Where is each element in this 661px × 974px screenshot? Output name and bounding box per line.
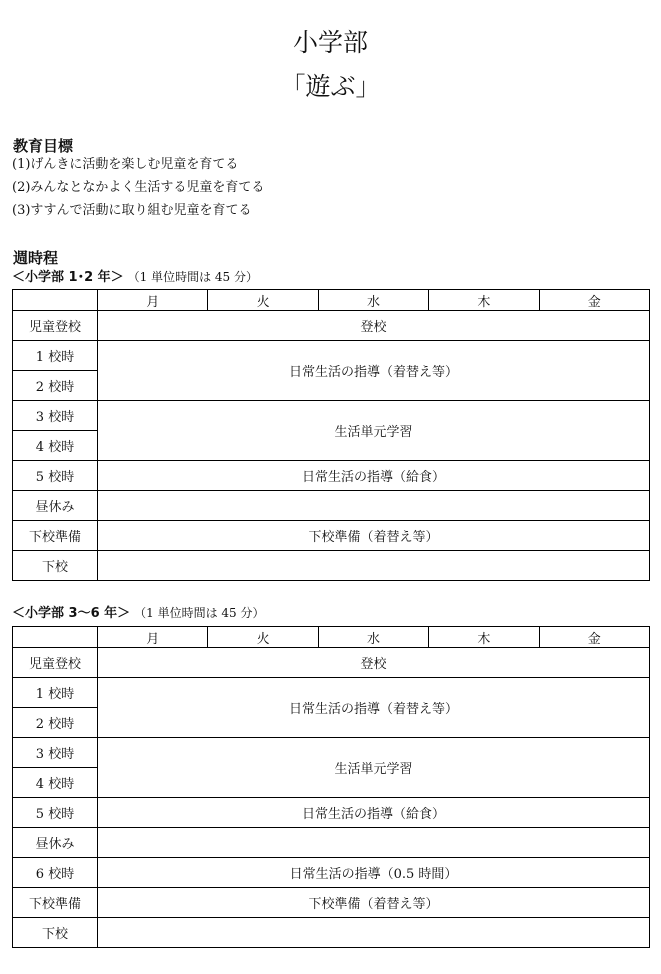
- period-label: 児童登校: [13, 311, 98, 341]
- page-title: 小学部: [292, 28, 368, 57]
- corner-cell: [13, 627, 98, 648]
- page-subtitle: 「遊ぶ」: [280, 72, 381, 101]
- schedule-table-upper: [12, 626, 650, 948]
- table-row: [13, 888, 650, 918]
- table-row: [13, 798, 650, 828]
- period-label: 5 校時: [13, 461, 98, 491]
- table-row: [13, 401, 650, 431]
- schedule-table-lower: [12, 289, 650, 581]
- period-content: 登校: [98, 311, 650, 341]
- period-label: 下校: [13, 918, 98, 948]
- day-header: 火: [208, 290, 318, 311]
- day-header: 木: [429, 627, 539, 648]
- day-header: 水: [318, 627, 428, 648]
- period-label: 1 校時: [13, 678, 98, 708]
- table-row: [13, 738, 650, 768]
- period-label: 3 校時: [13, 738, 98, 768]
- table-row: [13, 461, 650, 491]
- table-row: [13, 311, 650, 341]
- period-content: 日常生活の指導（給食）: [98, 798, 650, 828]
- period-label: 昼休み: [13, 828, 98, 858]
- day-header: 金: [539, 290, 649, 311]
- period-label: 児童登校: [13, 648, 98, 678]
- period-content: 日常生活の指導（0.5 時間）: [98, 858, 650, 888]
- table-row: [13, 491, 650, 521]
- period-content: 日常生活の指導（給食）: [98, 461, 650, 491]
- table-caption: [12, 604, 265, 623]
- period-label: 2 校時: [13, 371, 98, 401]
- day-header: 木: [429, 290, 539, 311]
- period-content: 日常生活の指導（着替え等）: [98, 678, 650, 738]
- period-content: [98, 491, 650, 521]
- day-header: 火: [208, 627, 318, 648]
- period-label: 3 校時: [13, 401, 98, 431]
- period-label: 昼休み: [13, 491, 98, 521]
- period-label: 2 校時: [13, 708, 98, 738]
- table-header-row: [13, 290, 650, 311]
- period-label: 下校準備: [13, 521, 98, 551]
- period-content: 生活単元学習: [98, 738, 650, 798]
- period-content: [98, 918, 650, 948]
- goal-item: (2)みんなとなかよく生活する児童を育てる: [12, 180, 265, 195]
- day-header: 月: [98, 627, 208, 648]
- table-row: [13, 828, 650, 858]
- period-content: 登校: [98, 648, 650, 678]
- period-content: [98, 551, 650, 581]
- period-label: 下校: [13, 551, 98, 581]
- table-row: [13, 918, 650, 948]
- table-row: [13, 521, 650, 551]
- table-row: [13, 341, 650, 371]
- period-label: 4 校時: [13, 768, 98, 798]
- day-header: 月: [98, 290, 208, 311]
- table-group-label: ＜小学部 1･2 年＞: [12, 270, 124, 285]
- corner-cell: [13, 290, 98, 311]
- period-content: 日常生活の指導（着替え等）: [98, 341, 650, 401]
- table-header-row: [13, 627, 650, 648]
- table-note: （1 単位時間は 45 分）: [127, 270, 259, 284]
- goal-item: (1)げんきに活動を楽しむ児童を育てる: [12, 157, 239, 172]
- table-row: [13, 551, 650, 581]
- table-group-label: ＜小学部 3〜6 年＞: [12, 606, 131, 621]
- table-row: [13, 678, 650, 708]
- day-header: 水: [318, 290, 428, 311]
- period-content: 下校準備（着替え等）: [98, 521, 650, 551]
- goal-item: (3)すすんで活動に取り組む児童を育てる: [12, 203, 252, 218]
- period-label: 6 校時: [13, 858, 98, 888]
- table-caption: [12, 268, 258, 287]
- day-header: 金: [539, 627, 649, 648]
- period-label: 下校準備: [13, 888, 98, 918]
- schedule-heading: 週時程: [13, 249, 59, 267]
- table-row: [13, 648, 650, 678]
- table-row: [13, 858, 650, 888]
- goals-heading: 教育目標: [13, 137, 74, 155]
- period-label: 4 校時: [13, 431, 98, 461]
- period-content: 下校準備（着替え等）: [98, 888, 650, 918]
- period-label: 1 校時: [13, 341, 98, 371]
- period-content: [98, 828, 650, 858]
- table-note: （1 単位時間は 45 分）: [134, 606, 265, 620]
- period-label: 5 校時: [13, 798, 98, 828]
- period-content: 生活単元学習: [98, 401, 650, 461]
